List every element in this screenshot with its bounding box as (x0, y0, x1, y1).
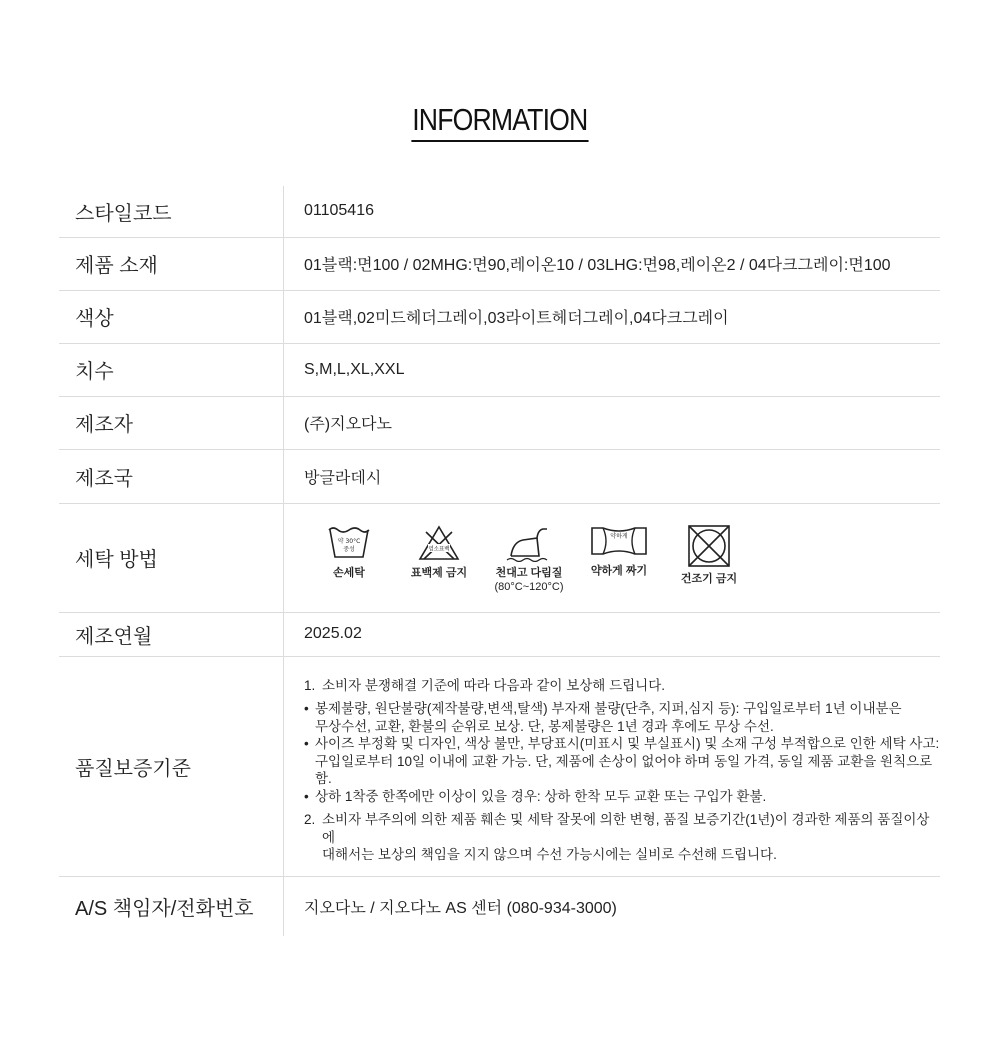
no-tumble-dry-symbol (664, 524, 754, 586)
table-row (59, 343, 940, 396)
row-value: 지오다노 / 지오다노 AS 센터 (080-934-3000) (304, 899, 617, 917)
gentle-wring-symbol (574, 524, 664, 578)
bullet-line: 무상수선, 교환, 환불의 순위로 보상. 단, 봉제불량은 1년 경과 후에도 무상 수선. (315, 718, 774, 734)
quality-bullet (304, 788, 940, 806)
iron-icon (505, 524, 553, 562)
row-label: 제조연월 (59, 612, 284, 656)
item-text: 대해서는 보상의 책임을 지지 않으며 수선 가능시에는 실비로 수선해 드립니다. (322, 847, 777, 862)
table-row (59, 186, 940, 237)
row-label: 치수 (59, 343, 284, 396)
row-value: 01블랙,02미드헤더그레이,03라이트헤더그레이,04다크그레이 (284, 290, 941, 343)
row-value: (주)지오다노 (284, 396, 941, 449)
icon-caption: 손세탁 (333, 566, 365, 579)
info-table (59, 186, 940, 936)
row-label: 색상 (59, 290, 284, 343)
gentle-wring-text: 약하게 (610, 532, 628, 540)
table-row (59, 396, 940, 449)
bullet-mark: • (304, 701, 309, 716)
item-text: 소비자 부주의에 의한 제품 훼손 및 세탁 잘못에 의한 변형, 품질 보증기간(1년)이 경과한 제품의 품질이상에 (322, 812, 930, 845)
page-title: INFORMATION (412, 102, 589, 142)
row-label: 세탁 방법 (59, 503, 284, 612)
icon-subcaption: (80°C~120°C) (494, 580, 564, 593)
gentle-wring-icon (589, 524, 649, 560)
item-number: 2. (304, 812, 316, 827)
quality-bullet (304, 700, 940, 735)
table-row (59, 290, 940, 343)
quality-cell (284, 656, 941, 876)
wash-icons-cell (284, 503, 941, 612)
bullet-mark: • (304, 736, 309, 751)
bullet-line: 구입일로부터 10일 이내에 교환 가능. 단, 제품에 손상이 없어야 하며 동일 가격, 동일 제품 교환을 원칙으로 함. (315, 753, 933, 786)
row-label: 제품 소재 (59, 237, 284, 290)
item-number: 1. (304, 677, 316, 693)
hand-wash-temp: 약 30°C (337, 537, 361, 545)
table-row (59, 503, 940, 612)
icon-caption: 표백제 금지 (410, 566, 468, 579)
table-row (59, 656, 940, 876)
quality-item-1 (304, 677, 940, 695)
row-value: S,M,L,XL,XXL (284, 343, 941, 396)
item-text: 소비자 분쟁해결 기준에 따라 다음과 같이 보상해 드립니다. (322, 677, 665, 693)
hand-wash-symbol (304, 524, 394, 580)
row-value: 01블랙:면100 / 02MHG:면90,레이온10 / 03LHG:면98,레이온2 / 04다크그레이:면100 (284, 237, 941, 290)
hand-wash-detergent: 중성 (343, 545, 355, 553)
table-row (59, 449, 940, 503)
row-label: A/S 책임자/전화번호 (59, 876, 284, 936)
bullet-line: 봉제불량, 원단불량(제작불량,변색,탈색) 부자재 불량(단추, 지퍼,심지 등): 구입일로부터 1년 이내분은 (315, 701, 902, 716)
bullet-line: 사이즈 부정확 및 디자인, 색상 불만, 부당표시(미표시 및 부실표시) 및 소재 구성 부적합으로 인한 세탁 사고: (315, 736, 940, 751)
quality-bullet (304, 735, 940, 788)
no-bleach-text: 염소표백 (428, 546, 450, 552)
no-bleach-icon (417, 524, 461, 562)
row-label: 제조국 (59, 449, 284, 503)
wash-icons (304, 504, 940, 612)
hand-wash-icon (327, 524, 371, 562)
row-value: 방글라데시 (284, 449, 941, 503)
no-tumble-dry-icon (687, 524, 731, 568)
icon-caption: 약하게 짜기 (590, 564, 648, 577)
table-row (59, 237, 940, 290)
icon-caption: 천대고 다림질 (495, 566, 563, 579)
icon-caption: 건조기 금지 (680, 572, 738, 585)
table-row (59, 612, 940, 656)
row-label: 제조자 (59, 396, 284, 449)
row-label: 스타일코드 (59, 186, 284, 237)
table-row (59, 876, 940, 936)
quality-text (304, 657, 940, 876)
bullet-mark: • (304, 788, 309, 804)
bullet-line: 상하 1착중 한쪽에만 이상이 있을 경우: 상하 한착 모두 교환 또는 구입가 환불. (315, 788, 767, 804)
row-value: 2025.02 (284, 612, 941, 656)
row-value: 01105416 (284, 186, 941, 237)
no-bleach-symbol (394, 524, 484, 580)
iron-symbol (484, 524, 574, 594)
quality-item-2 (304, 811, 940, 864)
row-label: 품질보증기준 (59, 656, 284, 876)
